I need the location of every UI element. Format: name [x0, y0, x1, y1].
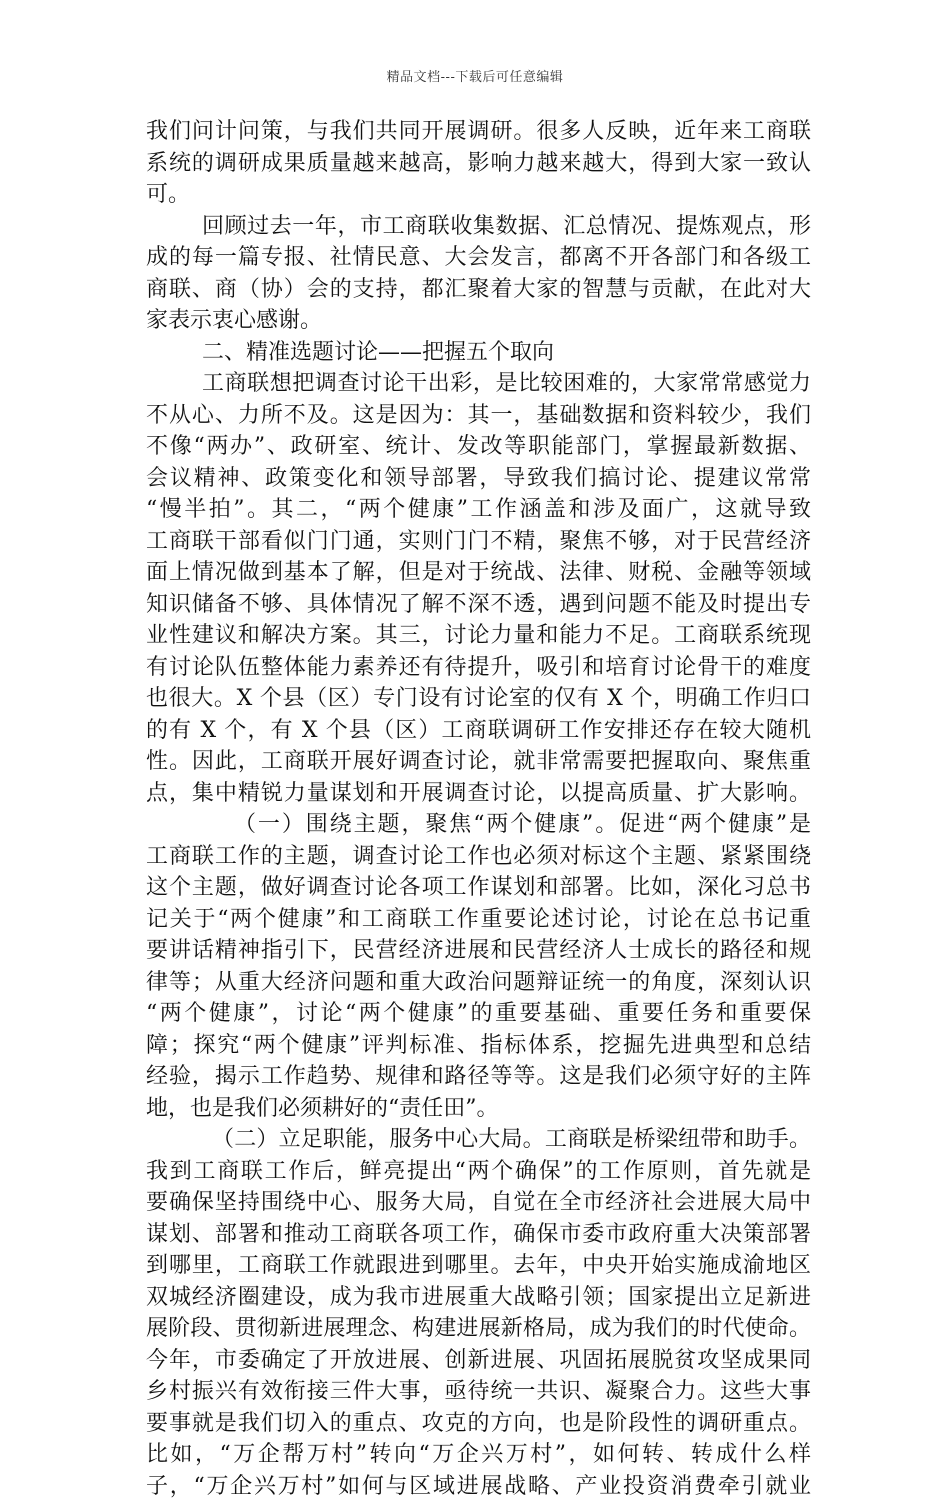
text-line: 律等；从重大经济问题和重大政治问题辩证统一的角度，深刻认识 [146, 967, 811, 999]
text-line: 我们问计问策，与我们共同开展调研。很多人反映，近年来工商联 [146, 116, 811, 148]
text-line: 我到工商联工作后，鲜亮提出“两个确保”的工作原则，首先就是 [146, 1156, 811, 1188]
text-line: “两个健康”，讨论“两个健康”的重要基础、重要任务和重要保 [146, 998, 811, 1030]
text-line: 有讨论队伍整体能力素养还有待提升，吸引和培育讨论骨干的难度 [146, 652, 811, 684]
text-line: 工商联想把调查讨论干出彩，是比较困难的，大家常常感觉力 [146, 368, 811, 400]
text-line: 家表示衷心感谢。 [146, 305, 811, 337]
text-line: 经验，揭示工作趋势、规律和路径等等。这是我们必须守好的主阵 [146, 1061, 811, 1093]
text-line: 性。因此，工商联开展好调查讨论，就非常需要把握取向、聚焦重 [146, 746, 811, 778]
text-line: 业性建议和解决方案。其三，讨论力量和能力不足。工商联系统现 [146, 620, 811, 652]
text-line: 工商联工作的主题，调查讨论工作也必须对标这个主题、紧紧围绕 [146, 841, 811, 873]
text-line: “慢半拍”。其二，“两个健康”工作涵盖和涉及面广，这就导致 [146, 494, 811, 526]
text-line: 乡村振兴有效衔接三件大事，亟待统一共识、凝聚合力。这些大事 [146, 1376, 811, 1408]
text-line: 地，也是我们必须耕好的“责任田”。 [146, 1093, 811, 1125]
text-line: 比如，“万企帮万村”转向“万企兴万村”，如何转、转成什么样 [146, 1439, 811, 1471]
text-line: 到哪里，工商联工作就跟进到哪里。去年，中央开始实施成渝地区 [146, 1250, 811, 1282]
text-line: 商联、商（协）会的支持，都汇聚着大家的智慧与贡献，在此对大 [146, 274, 811, 306]
text-line: 二、精准选题讨论——把握五个取向 [146, 337, 811, 369]
text-line: 展阶段、贯彻新进展理念、构建进展新格局，成为我们的时代使命。 [146, 1313, 811, 1345]
text-line: 可。 [146, 179, 811, 211]
text-line: 点，集中精锐力量谋划和开展调查讨论，以提高质量、扩大影响。 [146, 778, 811, 810]
text-line: 不像“两办”、政研室、统计、发改等职能部门，掌握最新数据、 [146, 431, 811, 463]
text-line: 也很大。X 个县（区）专门设有讨论室的仅有 X 个，明确工作归口 [146, 683, 811, 715]
text-line: （二）立足职能，服务中心大局。工商联是桥梁纽带和助手。 [146, 1124, 811, 1156]
text-line: 要确保坚持围绕中心、服务大局，自觉在全市经济社会进展大局中 [146, 1187, 811, 1219]
text-line: 双城经济圈建设，成为我市进展重大战略引领；国家提出立足新进 [146, 1282, 811, 1314]
text-line: 今年，市委确定了开放进展、创新进展、巩固拓展脱贫攻坚成果同 [146, 1345, 811, 1377]
text-line: 知识储备不够、具体情况了解不深不透，遇到问题不能及时提出专 [146, 589, 811, 621]
text-line: 面上情况做到基本了解，但是对于统战、法律、财税、金融等领域 [146, 557, 811, 589]
text-line: 要事就是我们切入的重点、攻克的方向，也是阶段性的调研重点。 [146, 1408, 811, 1440]
text-line: 工商联干部看似门门通，实则门门不精，聚焦不够，对于民营经济 [146, 526, 811, 558]
text-line: 障；探究“两个健康”评判标准、指标体系，挖掘先进典型和总结 [146, 1030, 811, 1062]
text-line: 记关于“两个健康”和工商联工作重要论述讨论，讨论在总书记重 [146, 904, 811, 936]
text-line: 会议精神、政策变化和领导部署，导致我们搞讨论、提建议常常 [146, 463, 811, 495]
text-line: 的有 X 个，有 X 个县（区）工商联调研工作安排还存在较大随机 [146, 715, 811, 747]
text-line: 这个主题，做好调查讨论各项工作谋划和部署。比如，深化习总书 [146, 872, 811, 904]
text-line: 要讲话精神指引下，民营经济进展和民营经济人士成长的路径和规 [146, 935, 811, 967]
text-line: 系统的调研成果质量越来越高，影响力越来越大，得到大家一致认 [146, 148, 811, 180]
text-line: 成的每一篇专报、社情民意、大会发言，都离不开各部门和各级工 [146, 242, 811, 274]
document-body [146, 116, 811, 1502]
text-line: 子，“万企兴万村”如何与区域进展战略、产业投资消费牵引就业 [146, 1471, 811, 1502]
page-header: 精品文档---下载后可任意编辑 [0, 66, 950, 85]
text-line: 回顾过去一年，市工商联收集数据、汇总情况、提炼观点，形 [146, 211, 811, 243]
text-line: （一）围绕主题，聚焦“两个健康”。促进“两个健康”是 [146, 809, 811, 841]
text-line: 谋划、部署和推动工商联各项工作，确保市委市政府重大决策部署 [146, 1219, 811, 1251]
text-line: 不从心、力所不及。这是因为：其一，基础数据和资料较少，我们 [146, 400, 811, 432]
